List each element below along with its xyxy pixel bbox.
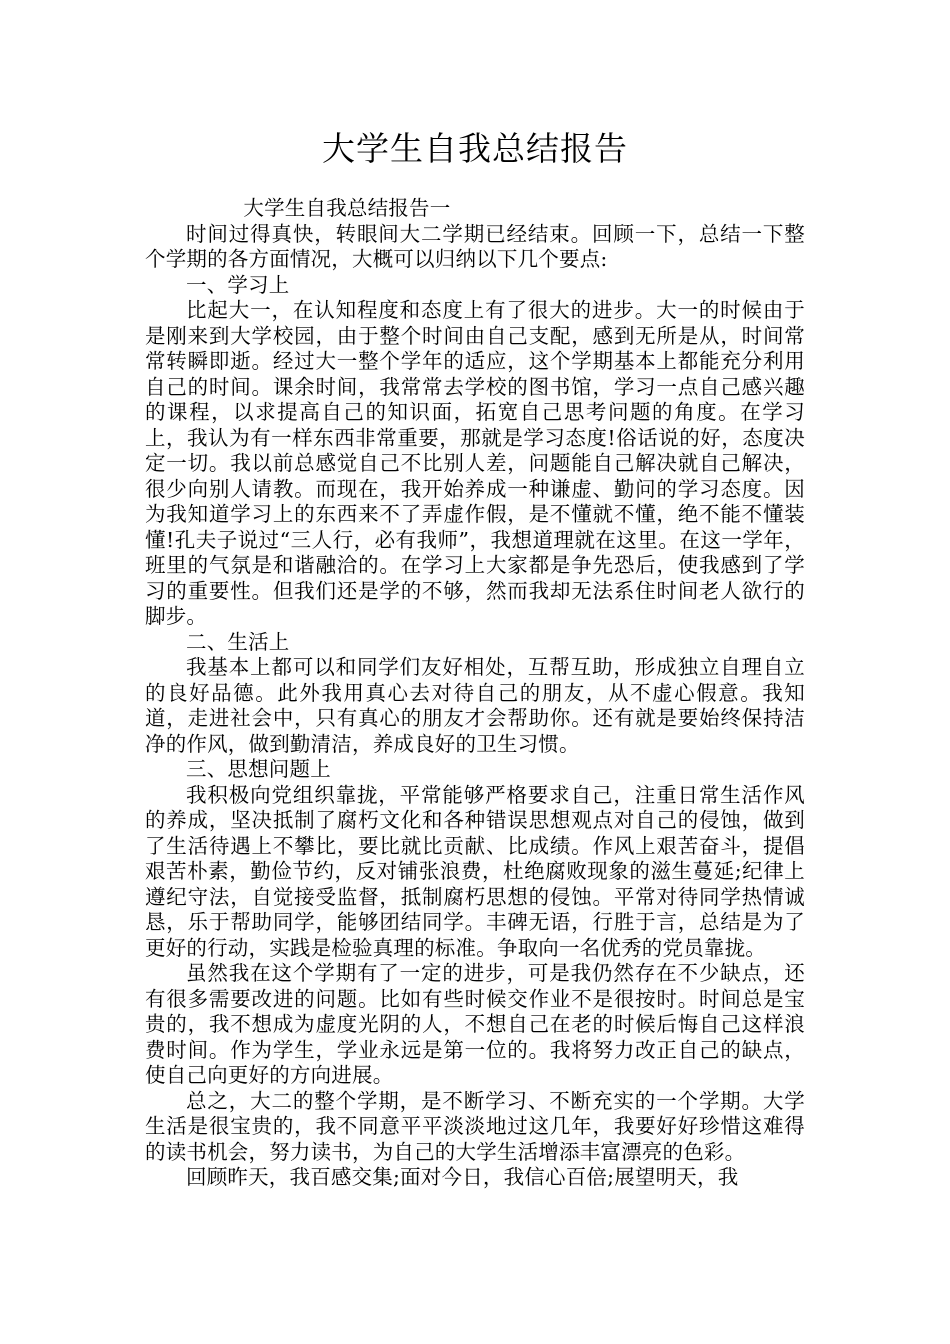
paragraph-outlook: 回顾昨天，我百感交集;面对今日，我信心百倍;展望明天，我 <box>186 1165 739 1189</box>
paragraph-life: 我基本上都可以和同学们友好相处，互帮互助，形成独立自理自立的良好品德。此外我用真心去对待自己的朋友，从不虚心假意。我知道，走进社会中，只有真心的朋友才会帮助你。还有就是要始终保持洁净的作风，做到勤清洁，养成良好的卫生习惯。 <box>145 655 805 756</box>
paragraph-shortcomings: 虽然我在这个学期有了一定的进步，可是我仍然存在不少缺点，还有很多需要改进的问题。比如有些时候交作业不是很按时。时间总是宝贵的，我不想成为虚度光阴的人，不想自己在老的时候后悔自己这样浪费时间。作为学生，学业永远是第一位的。我将努力改正自己的缺点，使自己向更好的方向进展。 <box>145 961 805 1087</box>
section-heading-life: 二、生活上 <box>186 629 290 654</box>
paragraph-study: 比起大一，在认知程度和态度上有了很大的进步。大一的时候由于是刚来到大学校园，由于整个时间由自己支配，感到无所是从，时间常常转瞬即逝。经过大一整个学年的适应，这个学期基本上都能充分利用自己的时间。课余时间，我常常去学校的图书馆，学习一点自己感兴趣的课程，以求提高自己的知识面，拓宽自己思考问题的角度。在学习上，我认为有一样东西非常重要，那就是学习态度!俗话说的好，态度决定一切。我以前总感觉自己不比别人差，问题能自己解决就自己解决，很少向别人请教。而现在，我开始养成一种谦虚、勤问的学习态度。因为我知道学习上的东西来不了弄虚作假，是不懂就不懂，绝不能不懂装懂!孔夫子说过“三人行，必有我师”，我想道理就在这里。在这一学年，班里的气氛是和谐融洽的。在学习上大家都是争先恐后，使我感到了学习的重要性。但我们还是学的不够，然而我却无法系住时间老人欲行的脚步。 <box>145 298 805 628</box>
paragraph-summary: 总之，大二的整个学期，是不断学习、不断充实的一个学期。大学生活是很宝贵的，我不同意平平淡淡地过这几年，我要好好珍惜这难得的读书机会，努力读书，为自己的大学生活增添丰富漂亮的色彩。 <box>145 1088 805 1164</box>
paragraph-intro: 时间过得真快，转眼间大二学期已经结束。回顾一下，总结一下整个学期的各方面情况，大概可以归纳以下几个要点: <box>145 221 805 271</box>
document-subtitle: 大学生自我总结报告一 <box>243 196 451 220</box>
section-heading-thought: 三、思想问题上 <box>186 757 331 781</box>
paragraph-thought: 我积极向党组织靠拢，平常能够严格要求自己，注重日常生活作风的养成，坚决抵制了腐朽文化和各种错误思想观点对自己的侵蚀，做到了生活待遇上不攀比，要比就比贡献、比成绩。作风上艰苦奋斗，提倡艰苦朴素，勤俭节约，反对铺张浪费，杜绝腐败现象的滋生蔓延;纪律上遵纪守法，自觉接受监督，抵制腐朽思想的侵蚀。平常对待同学热情诚恳，乐于帮助同学，能够团结同学。丰碑无语，行胜于言，总结是为了更好的行动，实践是检验真理的标准。争取向一名优秀的党员靠拢。 <box>145 782 805 960</box>
section-heading-study: 一、学习上 <box>186 272 290 297</box>
document-title: 大学生自我总结报告 <box>322 129 628 168</box>
document-body <box>145 196 805 1191</box>
